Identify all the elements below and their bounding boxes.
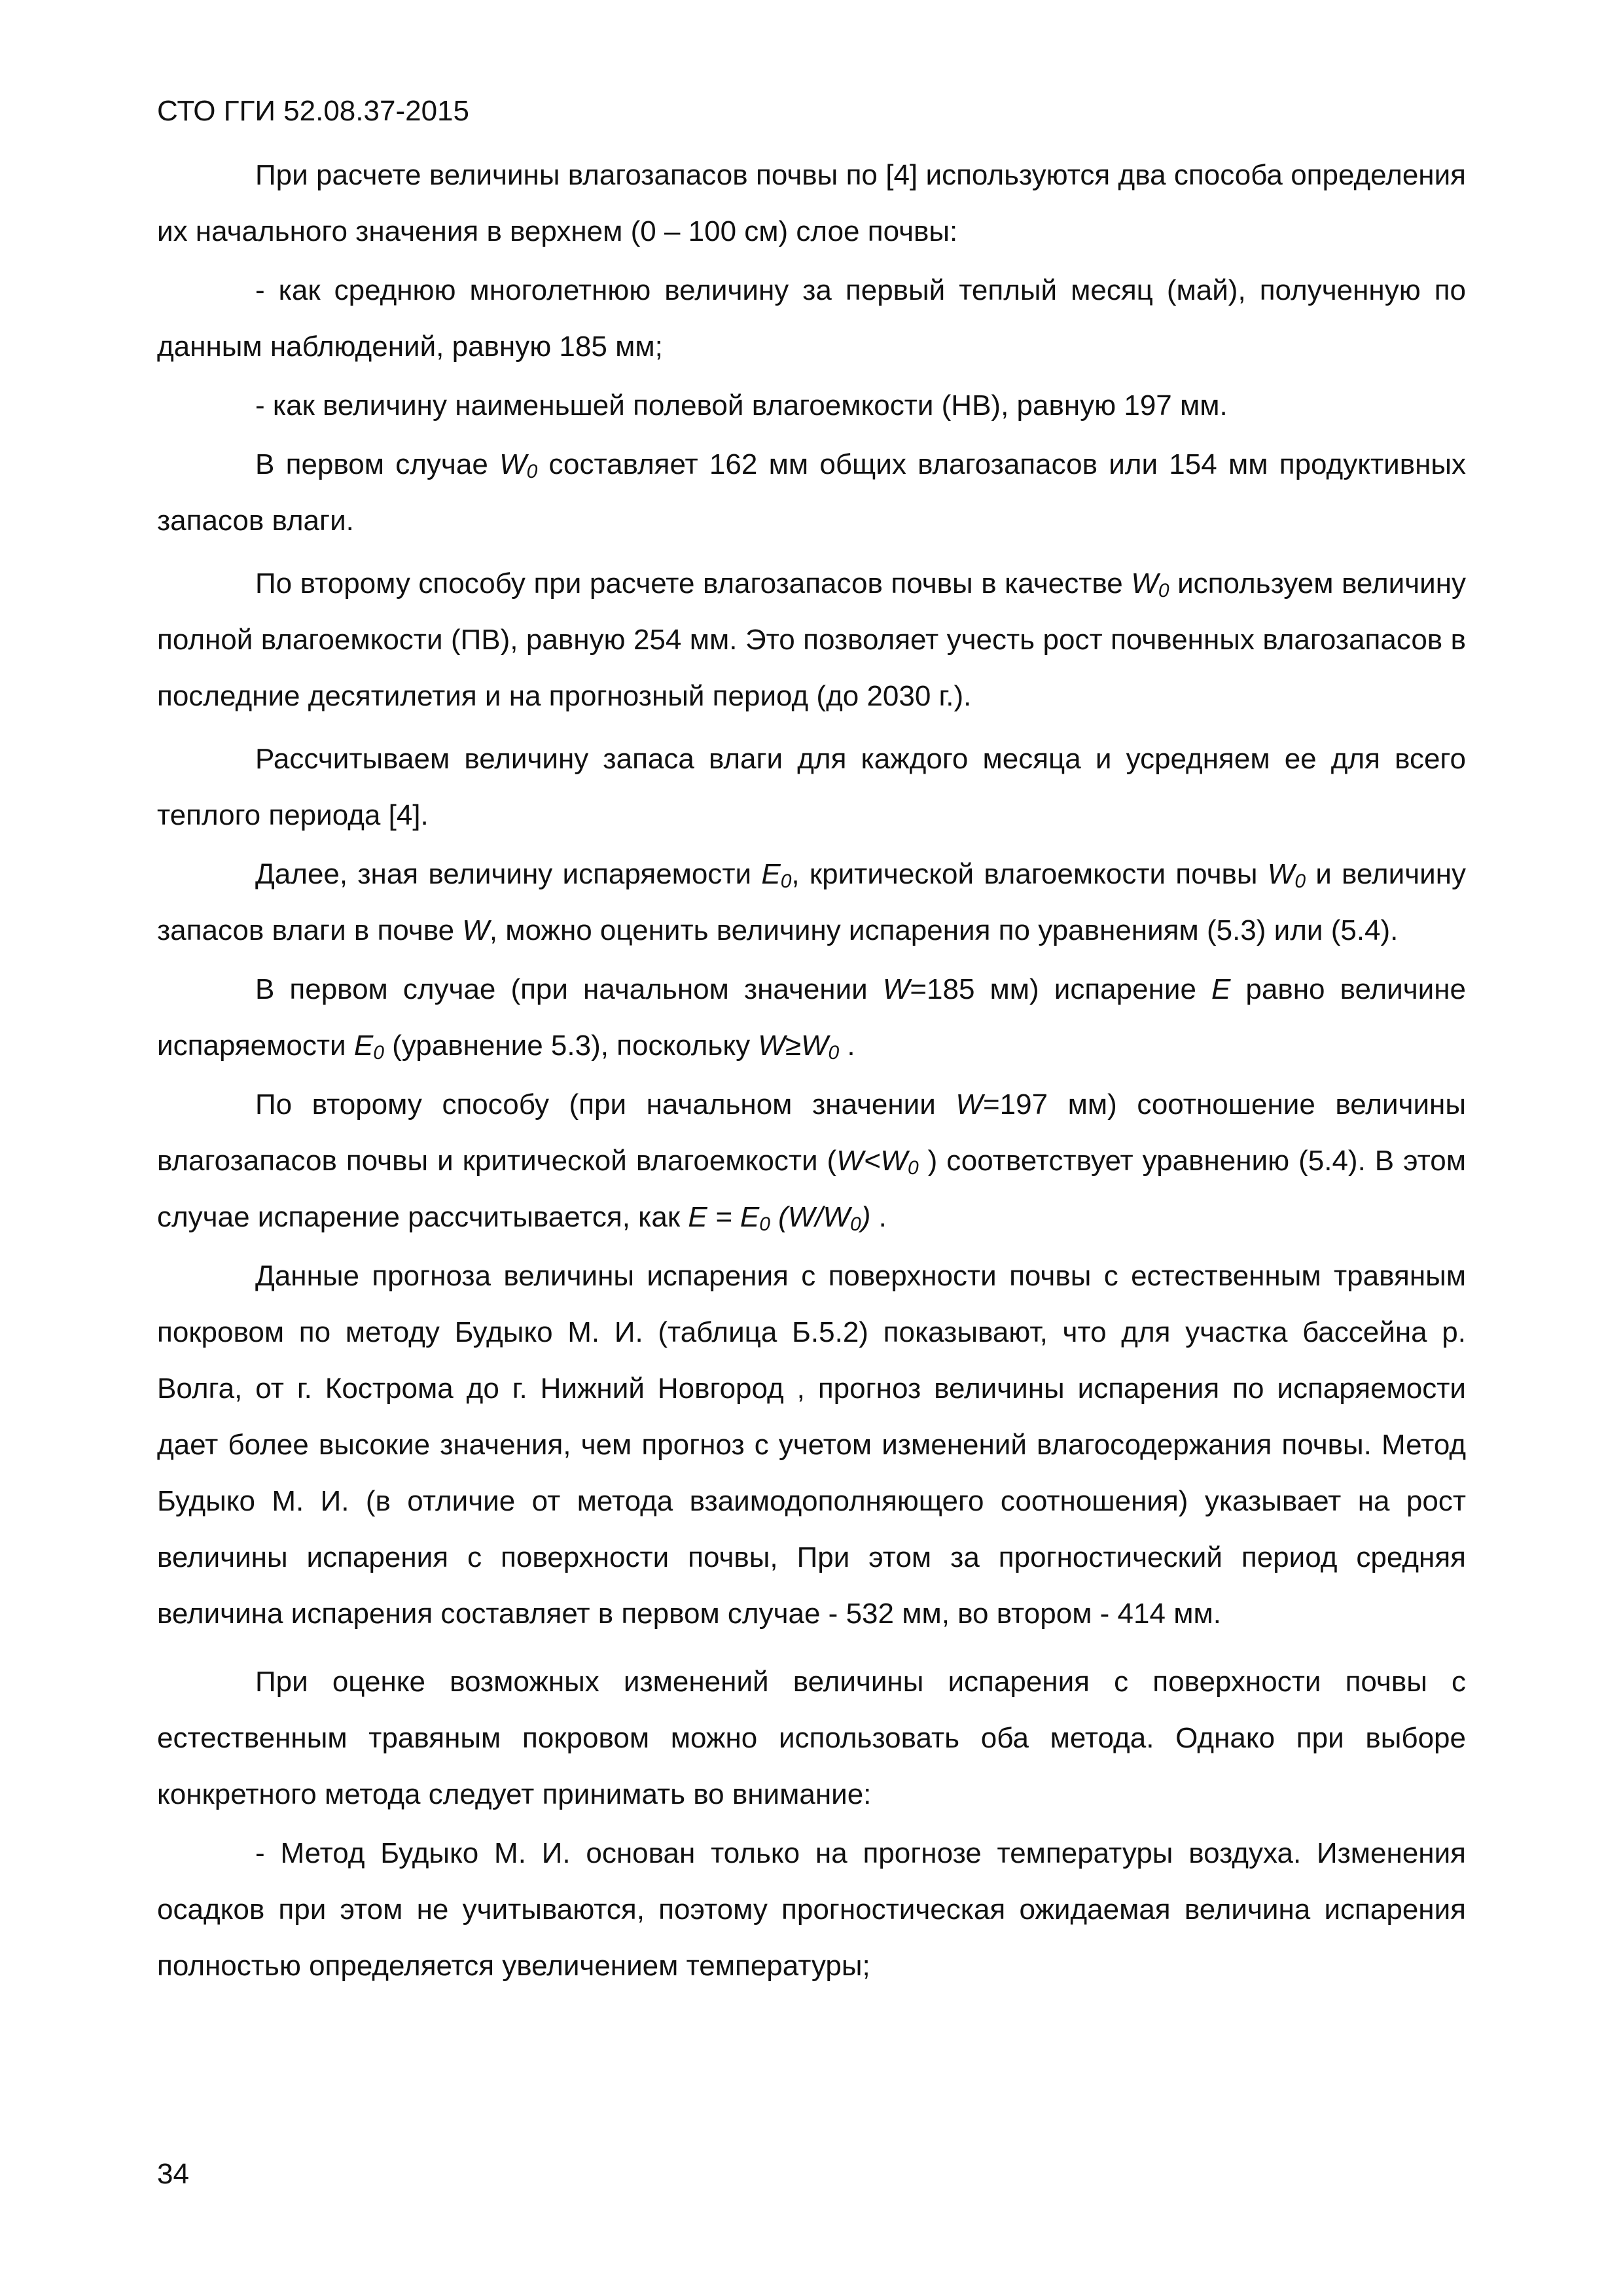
- page-number: 34: [157, 2158, 189, 2190]
- list-item-budyko-method: - Метод Будыко М. И. основан только на прогнозе температуры воздуха. Изменения осадков при этом не учитываются, поэтому прогностическая ожидаемая величина испарения полностью определяется увеличением температуры;: [157, 1837, 1466, 1982]
- paragraph-forecast-data: Данные прогноза величины испарения с поверхности почвы с естественным травяным покровом по методу Будыко М. И. (таблица Б.5.2) показывают, что для участка бассейна р. Волга, от г. Кострома до г. Нижний Новгород , прогноз величины испарения по испаряемости дает более высокие значения, чем прогноз с учетом изменений влагосодержания почвы. Метод Будыко М. И. (в отличие от метода взаимодополняющего соотношения) указывает на рост величины испарения с поверхности почвы, При этом за прогностический период средняя величина испарения составляет в первом случае - 532 мм, во втором - 414 мм.: [157, 1260, 1466, 1630]
- paragraph-first-case-evaporation: В первом случае (при начальном значении W=185 мм) испарение E равно величине испаряемости $E_0$ (уравнение 5.3), поскольку $W\ge W_0$ .: [157, 973, 1466, 1064]
- paragraph-method-choice: При оценке возможных изменений величины испарения с поверхности почвы с естественным травяным покровом можно использовать оба метода. Однако при выборе конкретного метода следует принимать во внимание:: [157, 1666, 1466, 1810]
- paragraph-second-case-evaporation: По второму способу (при начальном значении W=197 мм) соотношение величины влагозапасов почвы и критической влагоемкости ($W<W_0$ ) соответствует уравнению (5.4). В этом случае испарение рассчитывается, как $E = E_0$ $(W/W_0)$ .: [157, 1088, 1466, 1235]
- document-code-header: СТО ГГИ 52.08.37-2015: [157, 95, 469, 127]
- list-item-average-may: - как среднюю многолетнюю величину за первый теплый месяц (май), полученную по данным наблюдений, равную 185 мм;: [157, 274, 1466, 363]
- paragraph-evaporation-estimate: Далее, зная величину испаряемости $E_0$, критической влагоемкости почвы $W_0$ и величину запасов влаги в почве W, можно оценить величину испарения по уравнениям (5.3) или (5.4).: [157, 858, 1466, 946]
- body-text: [157, 147, 1466, 1994]
- paragraph-first-case: В первом случае $W_0$ составляет 162 мм общих влагозапасов или 154 мм продуктивных запасов влаги.: [157, 448, 1466, 537]
- paragraph-methods-intro: При расчете величины влагозапасов почвы по [4] используются два способа определения их начального значения в верхнем (0 – 100 см) слое почвы:: [157, 159, 1466, 247]
- paragraph-monthly-calc: Рассчитываем величину запаса влаги для каждого месяца и усредняем ее для всего теплого периода [4].: [157, 743, 1466, 831]
- list-item-field-capacity: - как величину наименьшей полевой влагоемкости (НВ), равную 197 мм.: [255, 389, 1228, 422]
- paragraph-second-method: По второму способу при расчете влагозапасов почвы в качестве $W_0$ используем величину полной влагоемкости (ПВ), равную 254 мм. Это позволяет учесть рост почвенных влагозапасов в последние десятилетия и на прогнозный период (до 2030 г.).: [157, 567, 1466, 712]
